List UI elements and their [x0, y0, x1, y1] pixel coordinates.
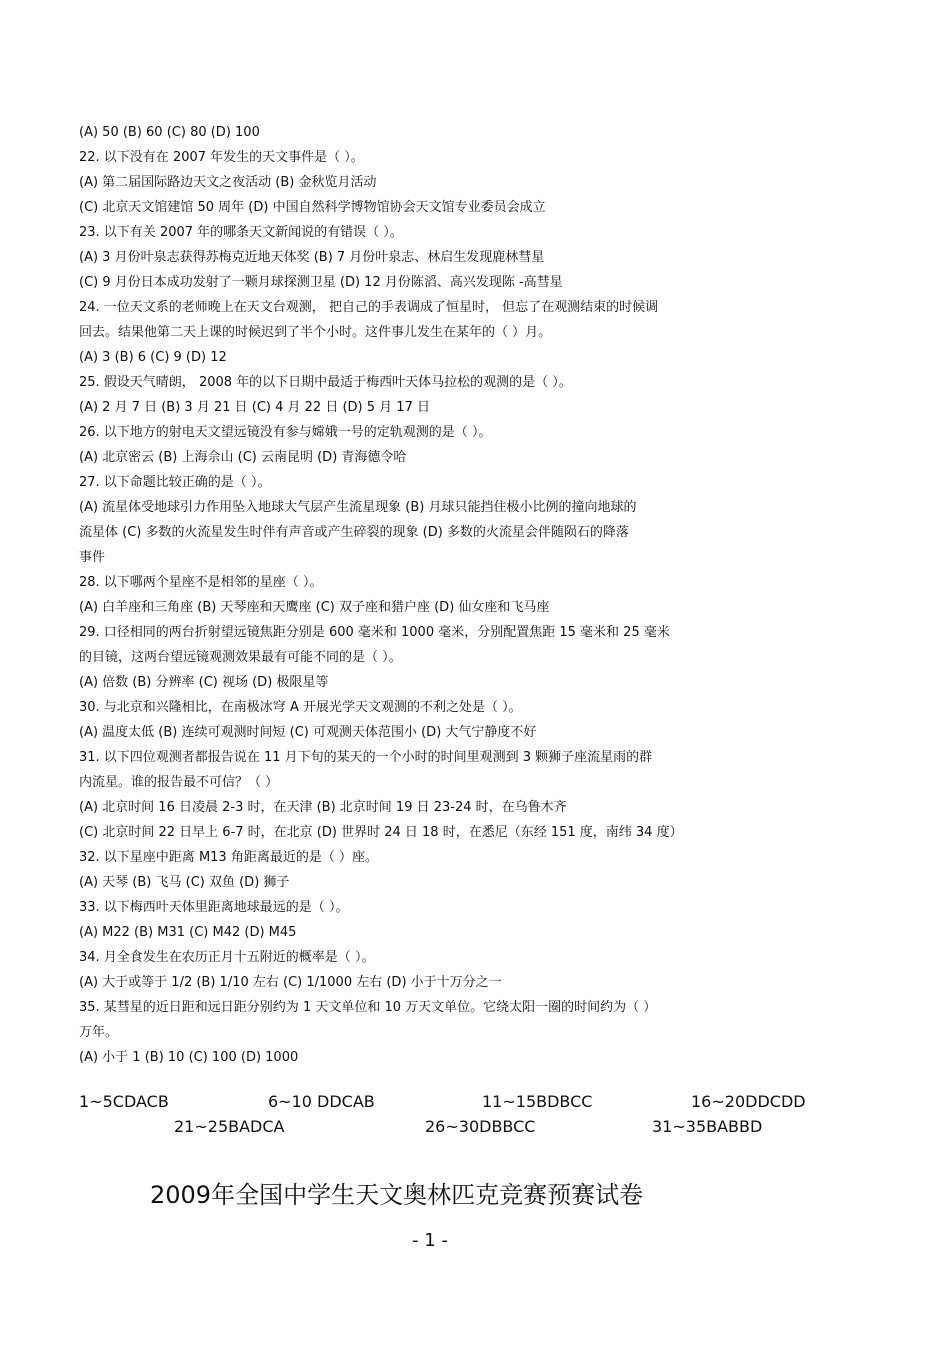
question-line: (C) 北京时间 22 日早上 6-7 时，在北京 (D) 世界时 24 日 18 时，在悉尼（东经 151 度，南纬 34 度）	[79, 825, 683, 840]
answer-key	[79, 1092, 839, 1142]
answer-row-1	[79, 1092, 839, 1117]
question-line: (A) 流星体受地球引力作用坠入地球大气层产生流星现象 (B) 月球只能挡住极小比例的撞向地球的	[79, 500, 637, 515]
question-line: (A) 3 (B) 6 (C) 9 (D) 12	[79, 350, 227, 365]
question-line: 31. 以下四位观测者都报告说在 11 月下旬的某天的一个小时的时间里观测到 3 颗狮子座流星雨的群	[79, 750, 653, 765]
questions-block	[79, 120, 819, 1070]
answer-group: 1~5CDACB	[79, 1092, 169, 1111]
question-line: (A) M22 (B) M31 (C) M42 (D) M45	[79, 925, 297, 940]
answer-group: 21~25BADCA	[174, 1117, 285, 1136]
question-line: 35. 某彗星的近日距和远日距分别约为 1 天文单位和 10 万天文单位。它绕太阳一圈的时间约为（ ）	[79, 1000, 657, 1015]
question-line: (A) 北京时间 16 日凌晨 2-3 时，在天津 (B) 北京时间 19 日 23-24 时，在乌鲁木齐	[79, 800, 567, 815]
page-number: - 1 -	[412, 1230, 448, 1251]
question-line: (A) 2 月 7 日 (B) 3 月 21 日 (C) 4 月 22 日 (D) 5 月 17 日	[79, 400, 430, 415]
question-line: (A) 温度太低 (B) 连续可观测时间短 (C) 可观测天体范围小 (D) 大气宁静度不好	[79, 725, 537, 740]
question-line: 32. 以下星座中距离 M13 角距离最近的是（ ）座。	[79, 850, 378, 865]
question-line: 34. 月全食发生在农历正月十五附近的概率是（ ）。	[79, 950, 375, 965]
question-line: 内流星。谁的报告最不可信？（ ）	[79, 775, 279, 790]
question-line: 22. 以下没有在 2007 年发生的天文事件是（ ）。	[79, 150, 364, 165]
question-line: 流星体 (C) 多数的火流星发生时伴有声音或产生碎裂的现象 (D) 多数的火流星会伴随陨石的降落	[79, 525, 629, 540]
question-line: 23. 以下有关 2007 年的哪条天文新闻说的有错误（ ）。	[79, 225, 403, 240]
question-line: 的目镜，这两台望远镜观测效果最有可能不同的是（ ）。	[79, 650, 402, 665]
question-line: (A) 倍数 (B) 分辨率 (C) 视场 (D) 极限星等	[79, 675, 329, 690]
answer-group: 26~30DBBCC	[425, 1117, 536, 1136]
answer-group: 11~15BDBCC	[482, 1092, 593, 1111]
question-line: 回去。结果他第二天上课的时候迟到了半个小时。这件事儿发生在某年的（ ）月。	[79, 325, 552, 340]
question-line: (A) 白羊座和三角座 (B) 天琴座和天鹰座 (C) 双子座和猎户座 (D) 仙女座和飞马座	[79, 600, 550, 615]
question-line: 28. 以下哪两个星座不是相邻的星座（ ）。	[79, 575, 323, 590]
question-line: (A) 3 月份叶泉志获得苏梅克近地天体奖 (B) 7 月份叶泉志、林启生发现鹿林彗星	[79, 250, 545, 265]
answer-row-2	[79, 1117, 839, 1142]
question-line: (A) 天琴 (B) 飞马 (C) 双鱼 (D) 狮子	[79, 875, 290, 890]
question-line: (A) 北京密云 (B) 上海佘山 (C) 云南昆明 (D) 青海德令哈	[79, 450, 407, 465]
question-line: (A) 50 (B) 60 (C) 80 (D) 100	[79, 125, 260, 140]
exam-title: 2009年全国中学生天文奥林匹克竞赛预赛试卷	[150, 1181, 644, 1209]
question-line: 33. 以下梅西叶天体里距离地球最远的是（ ）。	[79, 900, 349, 915]
question-line: (A) 小于 1 (B) 10 (C) 100 (D) 1000	[79, 1050, 299, 1065]
question-line: 24. 一位天文系的老师晚上在天文台观测， 把自己的手表调成了恒星时， 但忘了在观测结束的时候调	[79, 300, 659, 315]
question-line: 29. 口径相同的两台折射望远镜焦距分别是 600 毫米和 1000 毫米，分别配置焦距 15 毫米和 25 毫米	[79, 625, 670, 640]
question-line: 事件	[79, 550, 106, 565]
answer-group: 6~10 DDCAB	[268, 1092, 375, 1111]
question-line: 27. 以下命题比较正确的是（ ）。	[79, 475, 271, 490]
question-line: (C) 北京天文馆建馆 50 周年 (D) 中国自然科学博物馆协会天文馆专业委员会成立	[79, 200, 546, 215]
answer-group: 16~20DDCDD	[691, 1092, 806, 1111]
question-line: (C) 9 月份日本成功发射了一颗月球探测卫星 (D) 12 月份陈滔、高兴发现陈 -高彗星	[79, 275, 563, 290]
answer-group: 31~35BABBD	[652, 1117, 763, 1136]
question-line: (A) 第二届国际路边天文之夜活动 (B) 金秋览月活动	[79, 175, 377, 190]
question-line: 26. 以下地方的射电天文望远镜没有参与嫦娥一号的定轨观测的是（ ）。	[79, 425, 492, 440]
question-line: 30. 与北京和兴隆相比，在南极冰穹 A 开展光学天文观测的不利之处是（ ）。	[79, 700, 522, 715]
question-line: (A) 大于或等于 1/2 (B) 1/10 左右 (C) 1/1000 左右 (D) 小于十万分之一	[79, 975, 502, 990]
question-line: 万年。	[79, 1025, 119, 1040]
question-line: 25. 假设天气晴朗， 2008 年的以下日期中最适于梅西叶天体马拉松的观测的是（ ）。	[79, 375, 572, 390]
